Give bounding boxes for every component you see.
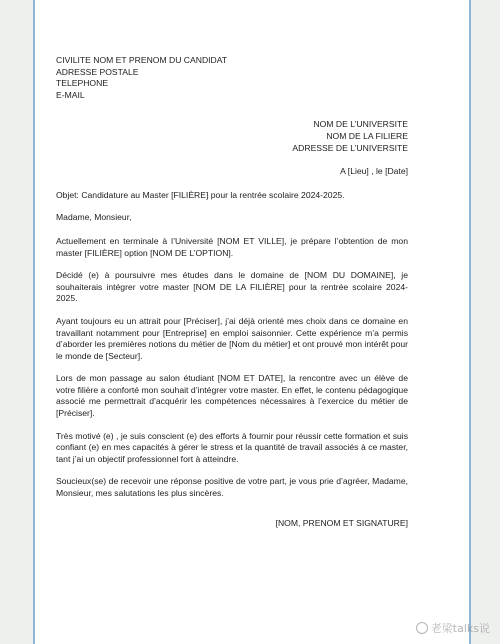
paragraph: Soucieux(se) de recevoir une réponse positive de votre part, je vous prie d’agréer, Madame, Monsieur, mes salutations les plus sincères. <box>56 476 408 499</box>
paragraph: Très motivé (e) , je suis conscient (e) des efforts à fournir pour réussir cette formation et suis confiant (e) en mes capacités à gérer le stress et la quantité de travail associés à ce master, tant j’ai un objectif professionnel fort à atteindre. <box>56 430 408 464</box>
watermark-text: 老梁talks说 <box>430 622 490 635</box>
paragraph: Décidé (e) à poursuivre mes études dans le domaine de [NOM DU DOMAINE], je souhaiterais intégrer votre master [NOM DE LA FILIÈRE] pour la rentrée scolaire 2024-2025. <box>56 270 408 304</box>
recipient-line: NOM DE LA FILIERE <box>326 130 408 141</box>
recipient-line: NOM DE L’UNIVERSITE <box>313 119 408 130</box>
sender-address <box>56 55 408 101</box>
salutation: Madame, Monsieur, <box>56 212 132 223</box>
letter-body <box>56 55 408 529</box>
sender-line: TELEPHONE <box>56 78 109 89</box>
sender-line: E-MAIL <box>56 89 85 100</box>
paragraph: Actuellement en terminale à l’Université [NOM ET VILLE], je prépare l’obtention de mon master [FILIÈRE] option [NOM DE L’OPTION]. <box>56 235 408 258</box>
place-date: A [Lieu] , le [Date] <box>340 166 408 177</box>
subject-line: Objet: Candidature au Master [FILIÈRE] pour la rentrée scolaire 2024-2025. <box>56 189 345 200</box>
recipient-address <box>56 119 408 154</box>
paragraph: Ayant toujours eu un attrait pour [Préciser], j’ai déjà orienté mes choix dans ce domaine en travaillant notamment pour [Entreprise] en emploi saisonnier. Cette expérience m’a permis d’aborder les premières notions du métier de [Nom du métier] et ont prouvé mon intérêt pour le monde de [Secteur]. <box>56 315 408 361</box>
watermark <box>416 620 490 636</box>
signature: [NOM, PRENOM ET SIGNATURE] <box>275 517 408 528</box>
sender-line: CIVILITE NOM ET PRENOM DU CANDIDAT <box>56 55 228 65</box>
paragraph: Lors de mon passage au salon étudiant [NOM ET DATE], la rencontre avec un élève de votre filière a conforté mon souhait d’intégrer votre master. En effet, le contenu pédagogique associé me permettrait d’acquérir les compétences nécessaires à l’exercice du métier de [Préciser]. <box>56 373 408 419</box>
recipient-line: ADRESSE DE L’UNIVERSITE <box>292 142 408 153</box>
watermark-logo-icon <box>416 622 428 634</box>
sender-line: ADRESSE POSTALE <box>56 66 139 77</box>
